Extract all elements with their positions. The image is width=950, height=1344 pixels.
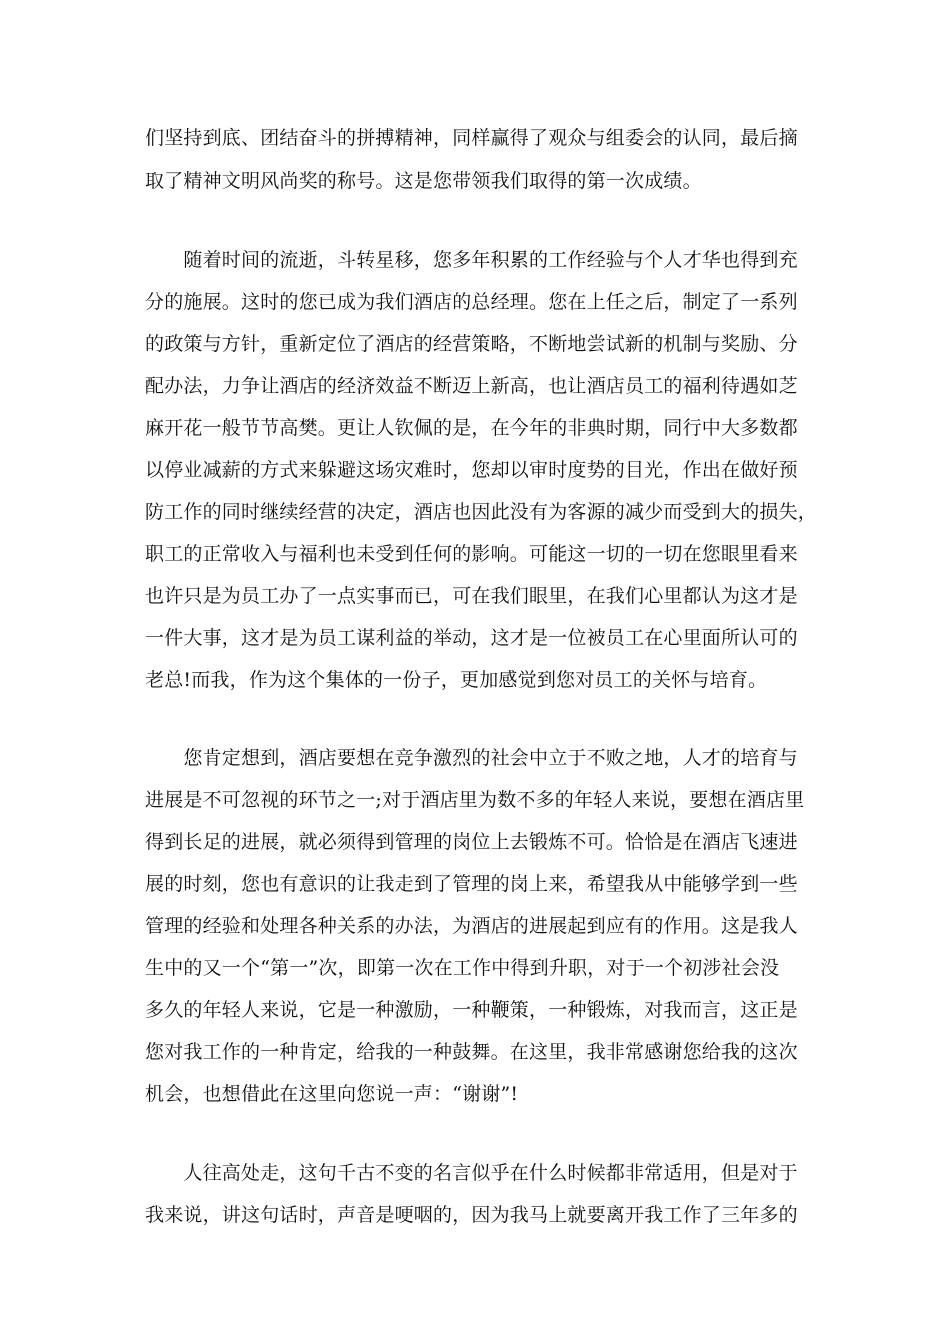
- paragraph-3-line-9: 机会，也想借此在这里向您说一声：“谢谢”!: [145, 1083, 519, 1105]
- paragraph-1-line-1: 们坚持到底、团结奋斗的拼搏精神，同样赢得了观众与组委会的认同，最后摘: [145, 127, 798, 149]
- paragraph-2-line-11: 老总!而我，作为这个集体的一份子，更加感觉到您对员工的关怀与培育。: [145, 669, 768, 691]
- paragraph-2-line-10: 一件大事，这才是为员工谋利益的举动，这才是一位被员工在心里面所认可的: [145, 627, 798, 649]
- paragraph-1-line-2: 取了精神文明风尚奖的称号。这是您带领我们取得的第一次成绩。: [145, 170, 702, 192]
- paragraph-3-line-6: 生中的又一个“第一”次，即第一次在工作中得到升职，对于一个初涉社会没: [145, 957, 780, 979]
- paragraph-3-line-8: 您对我工作的一种肯定，给我的一种鼓舞。在这里，我非常感谢您给我的这次: [145, 1041, 798, 1063]
- paragraph-2-line-6: 以停业减薪的方式来躲避这场灾难时，您却以审时度势的目光，作出在做好预: [145, 459, 798, 481]
- paragraph-3-line-4: 展的时刻，您也有意识的让我走到了管理的岗上来，希望我从中能够学到一些: [145, 873, 798, 895]
- paragraph-3-line-3: 得到长足的进展，就必须得到管理的岗位上去锻炼不可。恰恰是在酒店飞速进: [145, 831, 798, 853]
- paragraph-2-line-8: 职工的正常收入与福利也未受到任何的影响。可能这一切的一切在您眼里看来: [145, 543, 798, 565]
- paragraph-4-line-2: 我来说，讲这句话时，声音是哽咽的，因为我马上就要离开我工作了三年多的: [145, 1204, 798, 1226]
- paragraph-2-line-5: 麻开花一般节节高樊。更让人钦佩的是，在今年的非典时期，同行中大多数都: [145, 417, 798, 439]
- paragraph-2-line-3: 的政策与方针，重新定位了酒店的经营策略，不断地尝试新的机制与奖励、分: [145, 333, 798, 355]
- paragraph-2-line-4: 配办法，力争让酒店的经济效益不断迈上新高，也让酒店员工的福利待遇如芝: [145, 375, 798, 397]
- paragraph-2-line-2: 分的施展。这时的您已成为我们酒店的总经理。您在上任之后，制定了一系列: [145, 291, 798, 313]
- paragraph-3-line-2: 进展是不可忽视的环节之一;对于酒店里为数不多的年轻人来说，要想在酒店里: [145, 789, 805, 811]
- paragraph-2-line-7: 防工作的同时继续经营的决定，酒店也因此没有为客源的减少而受到大的损失，: [145, 501, 818, 523]
- paragraph-3-line-5: 管理的经验和处理各种关系的办法，为酒店的进展起到应有的作用。这是我人: [145, 915, 798, 937]
- paragraph-2-line-9: 也许只是为员工办了一点实事而已，可在我们眼里，在我们心里都认为这才是: [145, 585, 798, 607]
- paragraph-3-line-7: 多久的年轻人来说，它是一种激励，一种鞭策，一种锻炼，对我而言，这正是: [145, 999, 798, 1021]
- paragraph-3-line-1: 您肯定想到，酒店要想在竞争激烈的社会中立于不败之地，人才的培育与: [145, 747, 798, 769]
- paragraph-4-line-1: 人往高处走，这句千古不变的名言似乎在什么时候都非常适用，但是对于: [145, 1162, 798, 1184]
- paragraph-2-line-1: 随着时间的流逝，斗转星移，您多年积累的工作经验与个人才华也得到充: [145, 249, 798, 271]
